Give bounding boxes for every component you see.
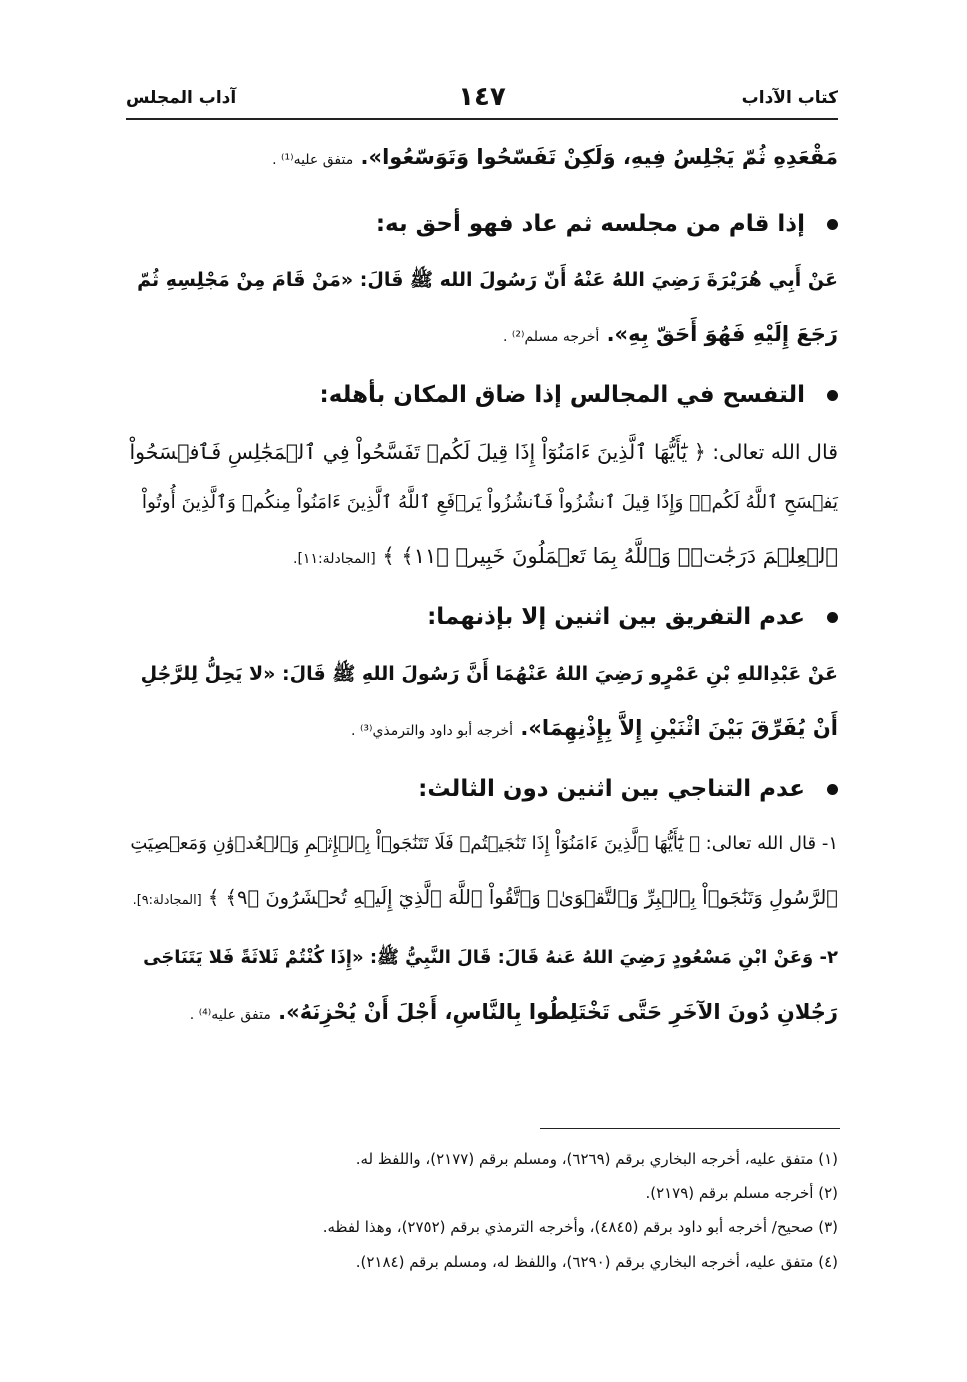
text-line	[133, 886, 838, 909]
footnote: (٤) متفق عليه، أخرجه البخاري برقم (٦٢٩٠)، واللفظ له، ومسلم برقم (٢١٨٤).	[355, 1253, 838, 1271]
hadith-text: عَنْ أَبِي هُرَيْرَةَ رَضِيَ اللهُ عَنْهُ أَنّ رَسُولَ الله ﷺ قَالَ: «مَنْ قَامَ مِنْ مَجْلِسِهِ ثُمّ	[137, 269, 838, 291]
heading-text: عدم التفريق بين اثنين إلا بإذنهما:	[427, 604, 805, 630]
source-note: [المجادلة:٩].	[132, 893, 202, 908]
hadith-text: رَجُلانِ دُونَ الآخَرِ حَتَّى تَخْتَلِطُوا بِالنَّاسِ، أَجْلَ أَنْ يُحْزِنَهُ».	[270, 1000, 838, 1024]
source-note: [المجادلة:١١].	[293, 551, 376, 567]
footnote: (١) متفق عليه، أخرجه البخاري برقم (٦٢٦٩)، ومسلم برقم (٢١٧٧)، واللفظ له.	[355, 1150, 838, 1168]
text-line	[503, 322, 838, 346]
section-heading	[427, 604, 838, 630]
hadith-text: مَقْعَدِهِ ثُمّ يَجْلِسُ فِيهِ، وَلَكِنْ تَفَسّحُوا وَتَوَسّعُوا».	[353, 145, 838, 169]
text-line	[190, 1000, 838, 1024]
heading-text: عدم التناجي بين اثنين دون الثالث:	[418, 776, 805, 802]
source-note: أخرجه مسلم⁽²⁾ .	[503, 329, 600, 345]
heading-text: التفسح في المجالس إذا ضاق المكان بأهله:	[319, 382, 805, 408]
text-line	[142, 492, 838, 513]
verse-text: ٱلۡعِلۡمَ دَرَجَٰتٖۚ وَٱللَّهُ بِمَا تَعۡمَلُونَ خَبِيرٞ ﴿١١﴾ ﴾	[375, 544, 838, 568]
source-note: أخرجه أبو داود والترمذي⁽³⁾ .	[351, 723, 514, 739]
verse-text: قال الله تعالى: ﴿ يَٰٓأَيُّهَا ٱلَّذِينَ ءَامَنُوٓاْ إِذَا قِيلَ لَكُمۡ تَفَسَّحُواْ فِي ٱلۡمَجَٰلِسِ فَٱفۡسَحُواْ	[129, 440, 838, 464]
text-line	[351, 716, 838, 740]
page-number: ١٤٧	[458, 82, 506, 112]
text-line	[272, 145, 838, 169]
verse-text: يَفۡسَحِ ٱللَّهُ لَكُمۡۖ وَإِذَا قِيلَ ٱنشُزُواْ فَٱنشُزُواْ يَرۡفَعِ ٱللَّهُ ٱلَّذِينَ ءَامَنُواْ مِنكُمۡ وَٱلَّذِينَ أُوتُواْ	[141, 492, 838, 513]
bullet-icon	[827, 390, 838, 401]
bullet-icon	[827, 219, 838, 230]
text-line	[130, 833, 838, 854]
footnote: (٢) أخرجه مسلم برقم (٢١٧٩).	[645, 1184, 838, 1202]
source-note: متفق عليه⁽⁴⁾ .	[189, 1007, 271, 1023]
hadith-text: رَجَعَ إِلَيْهِ فَهُوَ أَحَقّ بِهِ».	[599, 322, 838, 346]
heading-text: إذا قام من مجلسه ثم عاد فهو أحق به:	[375, 211, 805, 237]
text-line	[129, 440, 838, 464]
source-note: متفق عليه⁽¹⁾ .	[272, 152, 354, 168]
text-line	[141, 662, 838, 690]
chapter-title: آداب المجلس	[126, 88, 237, 108]
hadith-text: ٢- وَعَنْ ابْنِ مَسْعُودٍ رَضِيَ اللهُ عَنهُ قَالَ: قَالَ النَّبِيُّ ﷺ: «إِذَا كُنْتُمْ ثَلاثَةً فَلا يَتَنَاجَى	[143, 947, 838, 968]
verse-text: ٱلرَّسُولِ وَتَنَٰجَوۡاْ بِٱلۡبِرِّ وَٱلتَّقۡوَىٰۖ وَٱتَّقُواْ ٱللَّهَ ٱلَّذِيٓ إِلَيۡهِ تُحۡشَرُونَ ﴿٩﴾ ﴾	[201, 886, 838, 909]
page-header	[126, 78, 838, 120]
verse-text: ١- قال الله تعالى: ﴿ يَٰٓأَيُّهَا ٱلَّذِينَ ءَامَنُوٓاْ إِذَا تَنَٰجَيۡتُمۡ فَلَا تَتَنَٰجَوۡاْ بِٱلۡإِثۡمِ وَٱلۡعُدۡوَٰنِ وَمَعۡصِيَتِ	[130, 833, 838, 854]
text-line	[293, 544, 838, 568]
section-heading	[376, 211, 838, 237]
footnote-divider	[540, 1128, 840, 1129]
section-heading	[320, 382, 838, 408]
footnote: (٣) صحيح/ أخرجه أبو داود برقم (٤٨٤٥)، وأخرجه الترمذي برقم (٢٧٥٢)، وهذا لفظه.	[322, 1218, 838, 1236]
text-line	[137, 268, 838, 296]
text-line	[143, 946, 838, 972]
hadith-text: أَنْ يُفَرِّقَ بَيْنَ اثْنَيْنِ إِلاَّ بِإِذْنِهِمَا».	[513, 716, 838, 740]
book-title: كتاب الآداب	[741, 88, 838, 108]
section-heading	[418, 776, 838, 802]
hadith-text: عَنْ عَبْدِاللهِ بْنِ عَمْرٍو رَضِيَ اللهُ عَنْهُمَا أَنَّ رَسُولَ اللهِ ﷺ قَالَ: «لا يَحِلُّ لِلرَّجُلِ	[140, 663, 838, 685]
bullet-icon	[827, 612, 838, 623]
bullet-icon	[827, 784, 838, 795]
